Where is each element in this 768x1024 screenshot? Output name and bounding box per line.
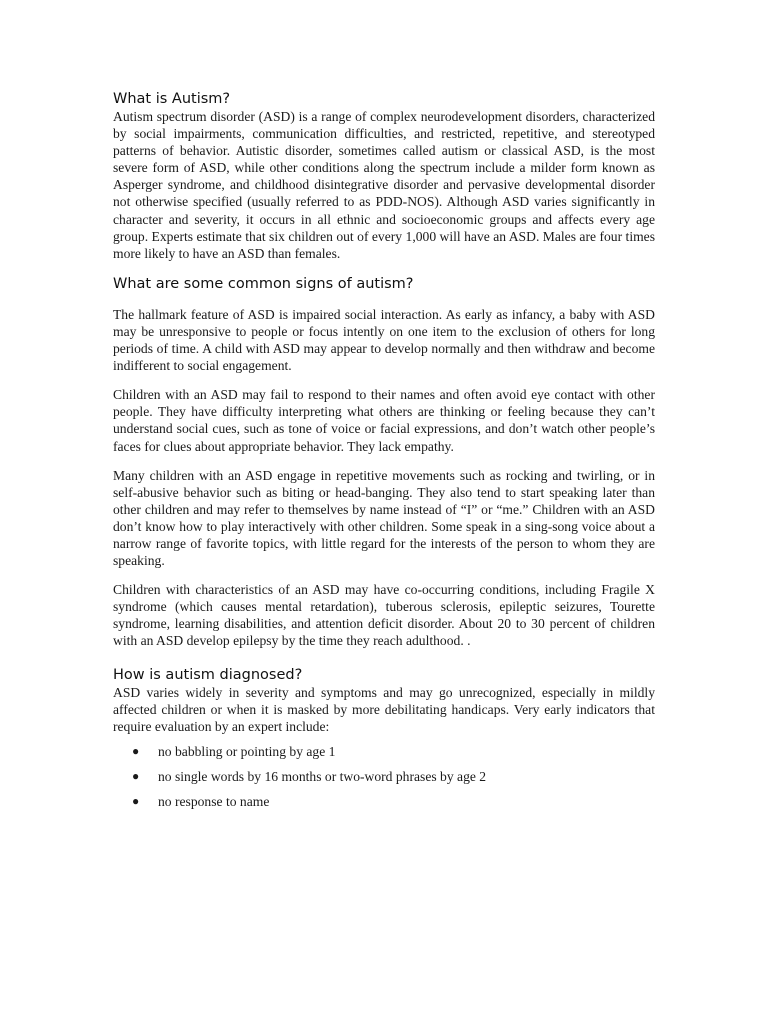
indicator-list	[113, 743, 655, 810]
heading-what-is-autism: What is Autism?	[113, 91, 231, 107]
paragraph-what-is-autism: Autism spectrum disorder (ASD) is a range of complex neurodevelopment disorders, characterized by social impairments, communication difficulties, and restricted, repetitive, and stereotyped patterns of behavior. Autistic disorder, sometimes called autism or classical ASD, is the most severe form of ASD, while other conditions along the spectrum include a milder form known as Asperger syndrome, and childhood disintegrative disorder and pervasive developmental disorder not otherwise specified (usually referred to as PDD-NOS). Although ASD varies significantly in character and severity, it occurs in all ethnic and socioeconomic groups and affects every age group. Experts estimate that six children out of every 1,000 will have an ASD. Males are four times more likely to have an ASD than females.	[113, 109, 655, 261]
list-item	[113, 793, 655, 810]
list-item-text: no response to name	[158, 793, 270, 809]
heading-common-signs: What are some common signs of autism?	[113, 275, 414, 292]
paragraph-signs-4: Children with characteristics of an ASD may have co-occurring conditions, including Fragile X syndrome (which causes mental retardation), tuberous sclerosis, epileptic seizures, Tourette syndrome, learning disabilities, and attention deficit disorder. About 20 to 30 percent of children with an ASD develop epilepsy by the time they reach adulthood. .	[113, 582, 655, 649]
paragraph-signs-2: Children with an ASD may fail to respond to their names and often avoid eye contact with other people. They have difficulty interpreting what others are thinking or feeling because they can’t understand social cues, such as tone of voice or facial expressions, and don’t watch other people’s faces for clues about appropriate behavior. They lack empathy.	[113, 387, 655, 454]
list-item	[113, 743, 655, 760]
bullet-icon: ●	[132, 793, 140, 808]
list-item-text: no babbling or pointing by age 1	[158, 743, 336, 759]
heading-diagnosis: How is autism diagnosed?	[113, 666, 303, 683]
paragraph-signs-3: Many children with an ASD engage in repetitive movements such as rocking and twirling, or in self-abusive behavior such as biting or head-banging. They also tend to start speaking later than other children and may refer to themselves by name instead of “I” or “me.” Children with an ASD don’t know how to play interactively with other children. Some speak in a sing-song voice about a narrow range of favorite topics, with little regard for the interests of the person to whom they are speaking.	[113, 467, 655, 569]
bullet-icon: ●	[132, 768, 140, 783]
list-item-text: no single words by 16 months or two-word phrases by age 2	[158, 768, 487, 784]
list-item	[113, 768, 655, 785]
bullet-icon: ●	[132, 743, 140, 758]
document-page	[113, 88, 655, 818]
paragraph-signs-1: The hallmark feature of ASD is impaired social interaction. As early as infancy, a baby with ASD may be unresponsive to people or focus intently on one item to the exclusion of others for long periods of time. A child with ASD may appear to develop normally and then withdraw and become indifferent to social engagement.	[113, 306, 655, 374]
paragraph-diagnosis: ASD varies widely in severity and symptoms and may go unrecognized, especially in mildly affected children or when it is masked by more debilitating handicaps. Very early indicators that require evaluation by an expert include:	[113, 684, 655, 734]
